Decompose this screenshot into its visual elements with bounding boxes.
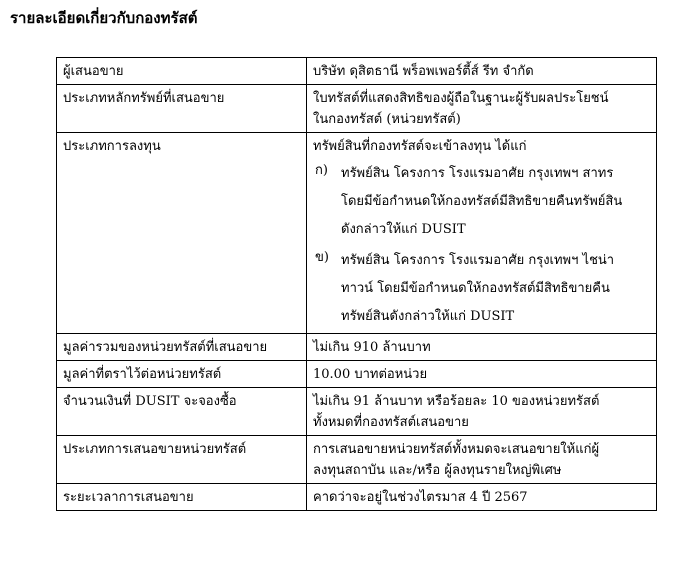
table-row-investment-type (57, 133, 657, 334)
trust-details-table (56, 57, 657, 511)
row-label: จำนวนเงินที่ DUSIT จะจองซื้อ (57, 388, 307, 436)
list-marker: ข) (315, 250, 329, 265)
value-line: โดยมีข้อกำหนดให้กองทรัสต์มีสิทธิขายคืนทรัพย์สิน (341, 194, 623, 209)
value-line: การเสนอขายหน่วยทรัสต์ทั้งหมดจะเสนอขายให้แก่ผู้ (313, 442, 600, 457)
value-line: ไม่เกิน 91 ล้านบาท หรือร้อยละ 10 ของหน่วยทรัสต์ (313, 394, 600, 409)
row-label: ประเภทการเสนอขายหน่วยทรัสต์ (57, 436, 307, 484)
row-value (307, 133, 657, 334)
row-value (307, 334, 657, 361)
list-item (313, 247, 650, 331)
list-item (313, 160, 650, 244)
list-item-text (341, 247, 650, 331)
value-line: ทรัพย์สิน โครงการ โรงแรมอาศัย กรุงเทพฯ สาทร (341, 166, 614, 181)
value-line: ลงทุนสถาบัน และ/หรือ ผู้ลงทุนรายใหญ่พิเศษ (313, 463, 562, 478)
value-line: ทรัพย์สินดังกล่าวให้แก่ DUSIT (341, 309, 515, 324)
table-row-par-value (57, 361, 657, 388)
value-line: ทาวน์ โดยมีข้อกำหนดให้กองทรัสต์มีสิทธิขายคืน (341, 281, 610, 296)
row-label: ประเภทการลงทุน (57, 133, 307, 334)
table-row-dusit-subscription (57, 388, 657, 436)
section-heading: รายละเอียดเกี่ยวกับกองทรัสต์ (10, 9, 198, 27)
row-label: มูลค่ารวมของหน่วยทรัสต์ที่เสนอขาย (57, 334, 307, 361)
value-line: บริษัท ดุสิตธานี พร็อพเพอร์ตี้ส์ รีท จำกัด (313, 64, 534, 79)
row-label: ระยะเวลาการเสนอขาย (57, 484, 307, 511)
row-value (307, 484, 657, 511)
row-label: ประเภทหลักทรัพย์ที่เสนอขาย (57, 85, 307, 133)
table-row-offering-type (57, 436, 657, 484)
row-value (307, 85, 657, 133)
row-value (307, 388, 657, 436)
row-label: ผู้เสนอขาย (57, 58, 307, 85)
table-row-offering-period (57, 484, 657, 511)
value-line: ไม่เกิน 910 ล้านบาท (313, 340, 431, 355)
table-row-offeror (57, 58, 657, 85)
value-line: ทรัพย์สิน โครงการ โรงแรมอาศัย กรุงเทพฯ ไชน่า (341, 253, 615, 268)
row-value (307, 436, 657, 484)
list-item-text (341, 160, 650, 244)
row-label: มูลค่าที่ตราไว้ต่อหน่วยทรัสต์ (57, 361, 307, 388)
value-line: ใบทรัสต์ที่แสดงสิทธิของผู้ถือในฐานะผู้รับผลประโยชน์ (313, 91, 609, 106)
list-marker: ก) (315, 163, 328, 178)
table-row-security-type (57, 85, 657, 133)
row-value (307, 361, 657, 388)
value-line: 10.00 บาทต่อหน่วย (313, 367, 428, 382)
table-row-total-value (57, 334, 657, 361)
value-line: ในกองทรัสต์ (หน่วยทรัสต์) (313, 112, 461, 127)
value-intro: ทรัพย์สินที่กองทรัสต์จะเข้าลงทุน ได้แก่ (313, 139, 527, 154)
row-value (307, 58, 657, 85)
value-line: ทั้งหมดที่กองทรัสต์เสนอขาย (313, 415, 469, 430)
value-line: ดังกล่าวให้แก่ DUSIT (341, 222, 466, 237)
value-line: คาดว่าจะอยู่ในช่วงไตรมาส 4 ปี 2567 (313, 490, 528, 505)
